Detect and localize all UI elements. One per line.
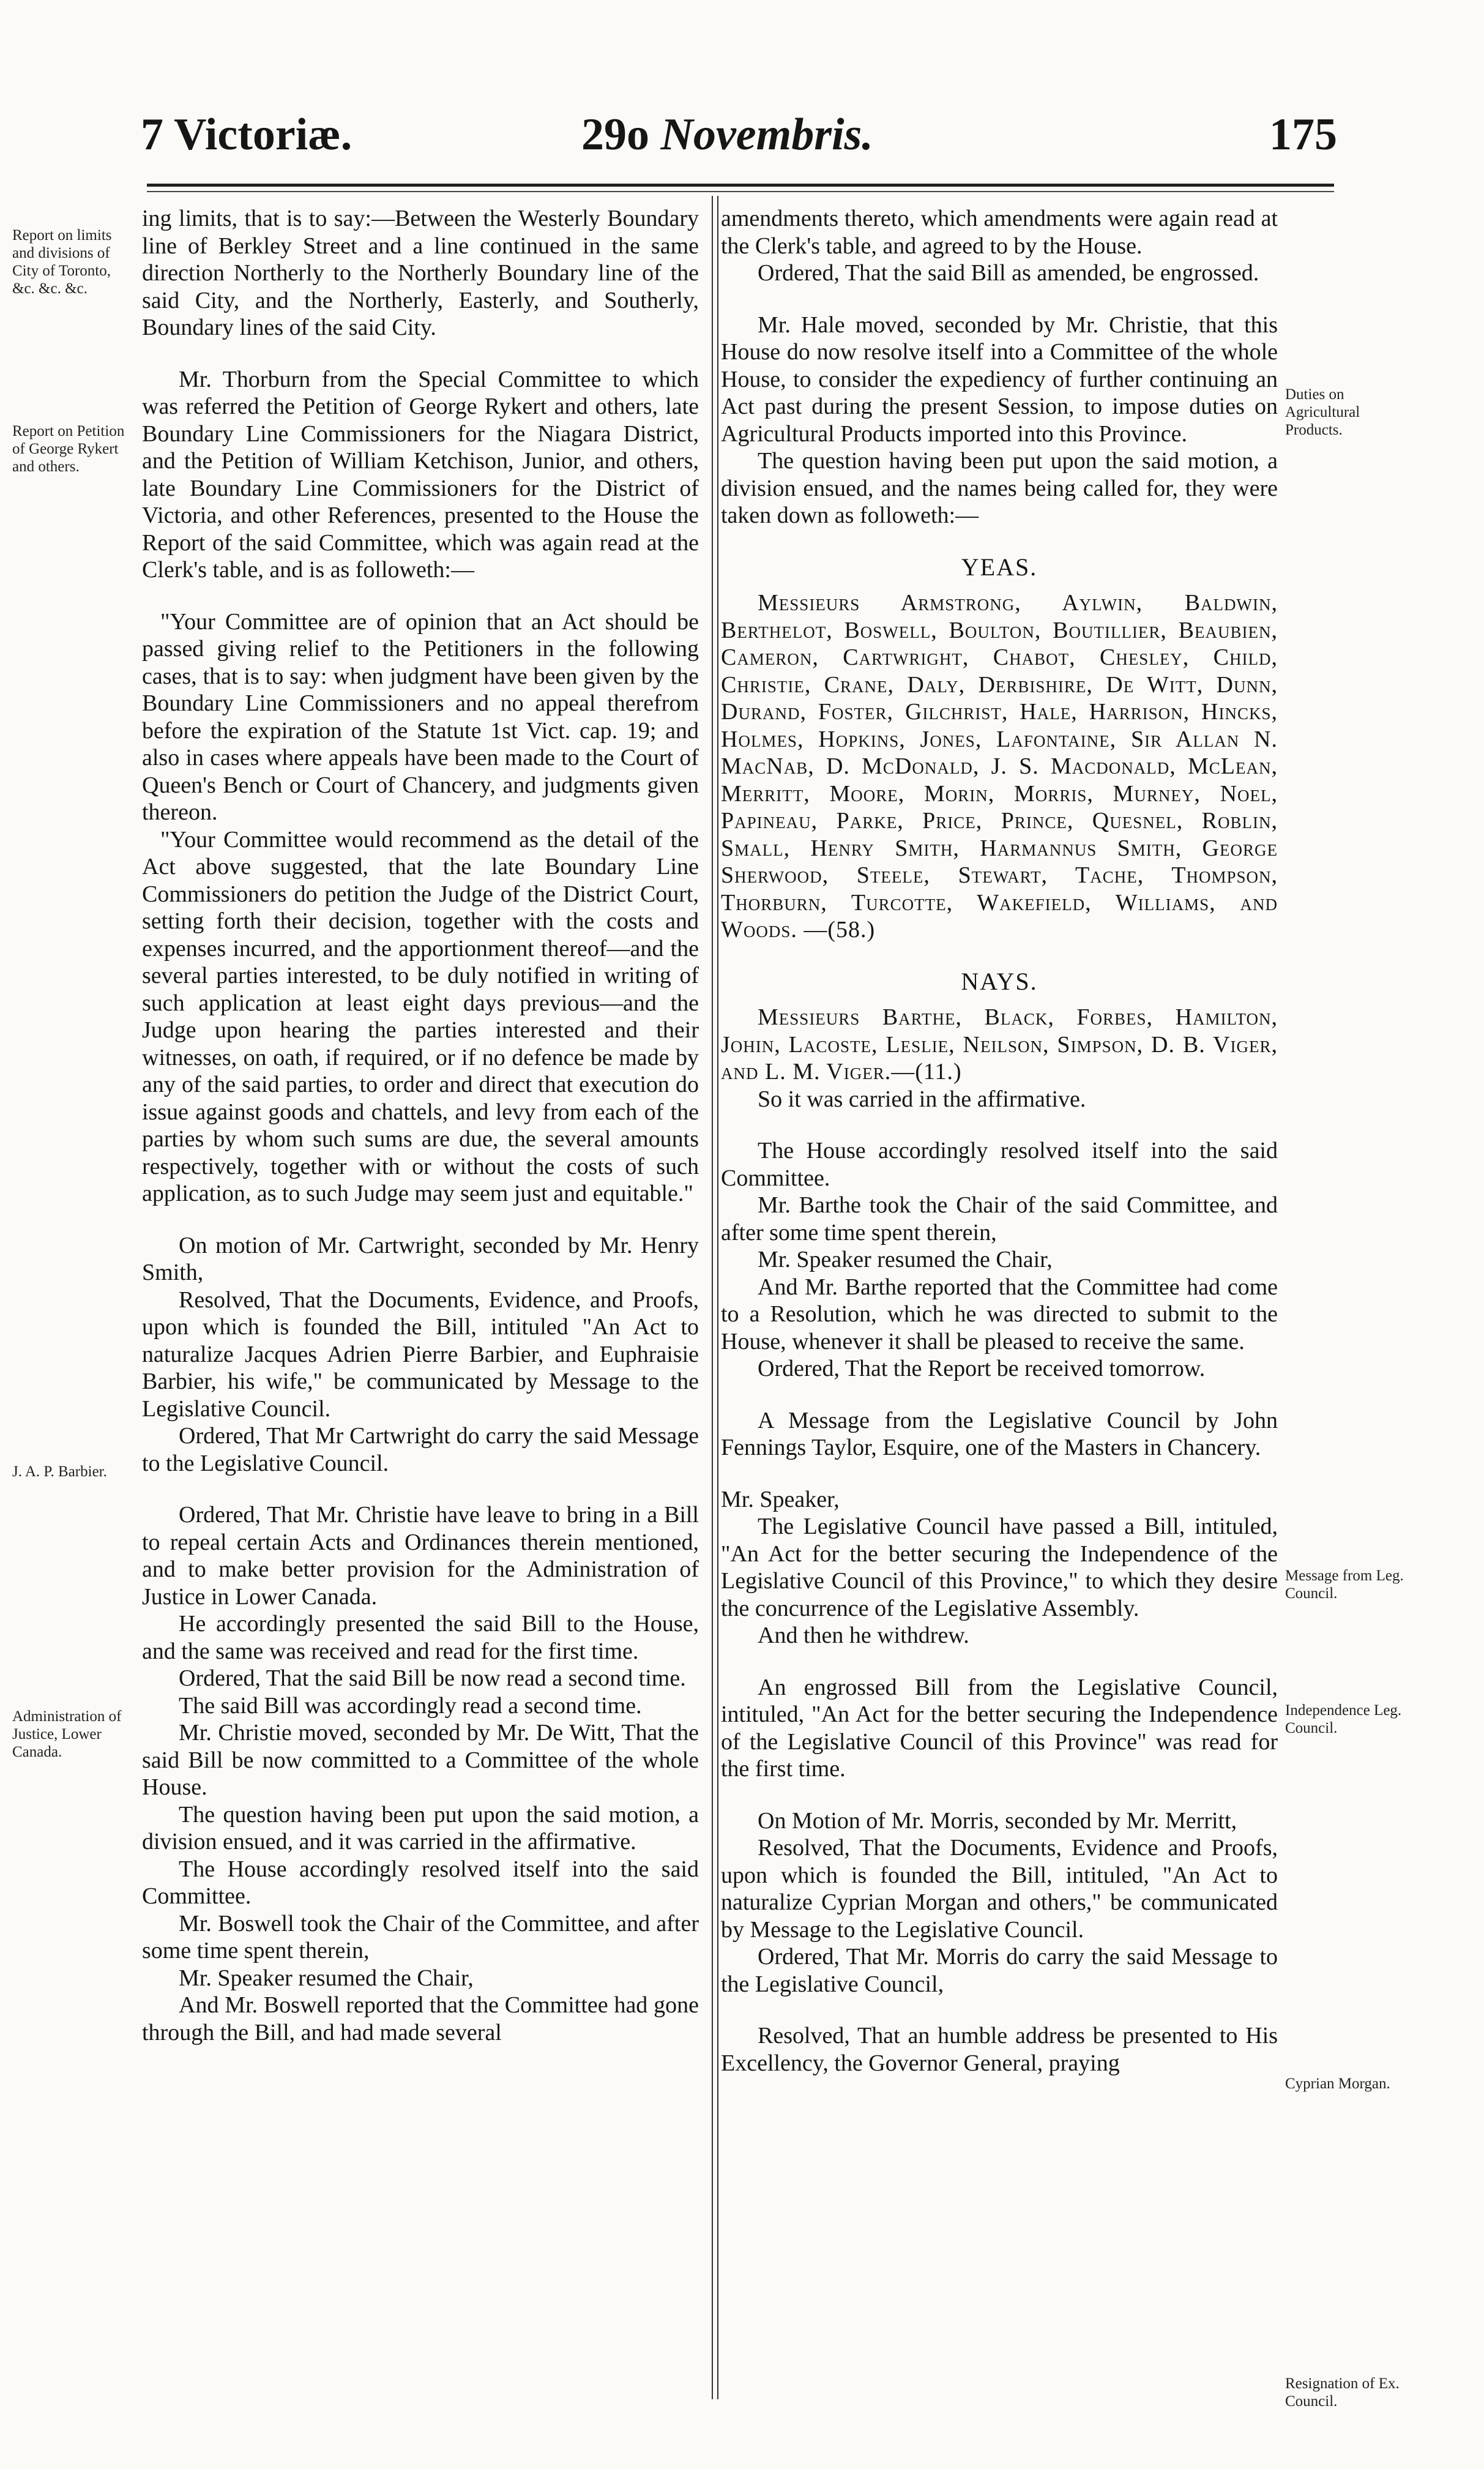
paragraph: Resolved, That an humble address be presented to His Excellency, the Governor General, praying: [721, 2023, 1278, 2076]
paragraph: ing limits, that is to say:—Between the Westerly Boundary line of Berkley Street and a line continued in the same direction Northerly to the Northerly Boundary line of the said City, and the Northerly, Easterly, and Southerly, Boundary lines of the said City.: [142, 206, 699, 340]
paragraph: On motion of Mr. Cartwright, seconded by Mr. Henry Smith,: [142, 1232, 699, 1285]
paragraph: The said Bill was accordingly read a second time.: [179, 1692, 642, 1719]
paragraph: amendments thereto, which amendments were again read at the Clerk's table, and agreed to by the House.: [721, 206, 1278, 259]
paragraph: Resolved, That the Documents, Evidence, and Proofs, upon which is founded the Bill, intituled "An Act to naturalize Jacques Adrien Pierre Barbier, and Euphraisie Barbier, his wife," be communicated by Message to the Legislative Council.: [142, 1287, 699, 1422]
paragraph: Mr. Speaker,: [721, 1486, 840, 1512]
paragraph: Ordered, That Mr. Morris do carry the said Message to the Legislative Council,: [721, 1944, 1278, 1997]
margin-note: J. A. P. Barbier.: [12, 1463, 107, 1480]
yeas-heading: YEAS.: [961, 553, 1038, 581]
nays-heading: NAYS.: [961, 967, 1038, 995]
paragraph: And Mr. Boswell reported that the Committee had gone through the Bill, and had made several: [142, 1992, 699, 2045]
paragraph: Resolved, That the Documents, Evidence and Proofs, upon which is founded the Bill, intituled, "An Act to naturalize Cyprian Morgan and others," be communicated by Message to the Legislative Council.: [721, 1835, 1278, 1943]
paragraph: Mr. Boswell took the Chair of the Committee, and after some time spent therein,: [142, 1910, 699, 1963]
paragraph: The question having been put upon the said motion, a division ensued, and it was carried in the affirmative.: [142, 1801, 699, 1855]
paragraph: Ordered, That the said Bill as amended, be engrossed.: [758, 260, 1259, 286]
paragraph: A Message from the Legislative Council by John Fennings Taylor, Esquire, one of the Masters in Chancery.: [721, 1407, 1278, 1460]
paragraph: Mr. Speaker resumed the Chair,: [179, 1965, 474, 1991]
paragraph: The question having been put upon the said motion, a division ensued, and the names being called for, they were taken down as followeth:—: [721, 448, 1278, 528]
paragraph: Mr. Thorburn from the Special Committee to which was referred the Petition of George Rykert and others, late Boundary Line Commissioners for the Niagara District, and the Petition of William Ketchison, Junior, and others, late Boundary Line Commissioners for the District of Victoria, and other References, presented to the House the Report of the said Committee, which was again read at the Clerk's table, and is as followeth:—: [142, 366, 699, 583]
paragraph: An engrossed Bill from the Legislative Council, intituled, "An Act for the better securing the Independence of the Legislative Council of this Province" was read for the first time.: [721, 1674, 1278, 1782]
header-date-month: Novembris.: [660, 110, 873, 160]
margin-note: Report on limits and divisions of City of Toronto, &c. &c. &c.: [12, 227, 112, 297]
paragraph: Ordered, That the said Bill be now read a second time.: [179, 1665, 686, 1691]
right-column: [721, 205, 1278, 2077]
paragraph: The Legislative Council have passed a Bill, intituled, "An Act for the better securing the Independence of the Legislative Council of this Province," to which they desire the concurrence of the Legislative Assembly.: [721, 1514, 1278, 1621]
paragraph: And then he withdrew.: [758, 1623, 969, 1648]
margin-note: Independence Leg. Council.: [1285, 1702, 1402, 1736]
header-date: [581, 107, 873, 162]
paragraph: Mr. Speaker resumed the Chair,: [758, 1247, 1053, 1272]
header-rule-thin: [147, 191, 1334, 192]
paragraph: The House accordingly resolved itself into the said Committee.: [142, 1856, 699, 1909]
header-regnal-year: 7 Victoriæ.: [141, 110, 352, 160]
paragraph: "Your Committee are of opinion that an Act should be passed giving relief to the Petitioners in the following cases, that is to say: when judgment have been given by the Boundary Line Commissioners and no appeal therefrom before the expiration of the Statute 1st Vict. cap. 19; and also in cases where appeals have been made to the Court of Queen's Bench or Court of Chancery, and judgments given thereon.: [142, 608, 699, 825]
margin-note: Cyprian Morgan.: [1285, 2075, 1390, 2092]
yeas-list: Messieurs Armstrong, Aylwin, Baldwin, Berthelot, Boswell, Boulton, Boutillier, Beaubien, Cameron, Cartwright, Chabot, Chesley, Child, Christie, Crane, Daly, Derbishire, De Witt, Dunn, Durand, Foster, Gilchrist, Hale, Harrison, Hincks, Holmes, Hopkins, Jones, Lafontaine, Sir Allan N. MacNab, D. McDonald, J. S. Macdonald, McLean, Merritt, Moore, Morin, Morris, Murney, Noel, Papineau, Parke, Price, Prince, Quesnel, Roblin, Small, Henry Smith, Harmannus Smith, George Sherwood, Steele, Stewart, Tache, Thompson, Thorburn, Turcotte, Wakefield, Williams, and Woods. —(58.): [721, 590, 1278, 943]
margin-note: Report on Petition of George Rykert and others.: [12, 423, 125, 475]
paragraph: Ordered, That the Report be received tomorrow.: [758, 1356, 1206, 1381]
paragraph: Mr. Christie moved, seconded by Mr. De Witt, That the said Bill be now committed to a Committee of the whole House.: [142, 1720, 699, 1800]
paragraph: Ordered, That Mr Cartwright do carry the said Message to the Legislative Council.: [142, 1423, 699, 1476]
paragraph: Mr. Hale moved, seconded by Mr. Christie, that this House do now resolve itself into a Committee of the whole House, to consider the expediency of further continuing an Act past during the present Session, to impose duties on Agricultural Products imported into this Province.: [721, 312, 1278, 447]
paragraph: The House accordingly resolved itself into the said Committee.: [721, 1138, 1278, 1191]
paragraph: He accordingly presented the said Bill to the House, and the same was received and read for the first time.: [142, 1611, 699, 1664]
paragraph: Mr. Barthe took the Chair of the said Committee, and after some time spent therein,: [721, 1192, 1278, 1246]
nays-list: Messieurs Barthe, Black, Forbes, Hamilton, Johin, Lacoste, Leslie, Neilson, Simpson, D. B. Viger, and L. M. Viger.—(11.): [721, 1004, 1278, 1085]
margin-note: Duties on Agricultural Products.: [1285, 386, 1360, 438]
column-divider: [712, 196, 718, 2399]
margin-note: Resignation of Ex. Council.: [1285, 2375, 1400, 2410]
paragraph: On Motion of Mr. Morris, seconded by Mr. Merritt,: [758, 1807, 1237, 1834]
paragraph: Ordered, That Mr. Christie have leave to bring in a Bill to repeal certain Acts and Ordinances therein mentioned, and to make better provision for the Administration of Justice in Lower Canada.: [142, 1502, 699, 1610]
page-header: [141, 107, 1337, 174]
header-rule-thick: [147, 184, 1334, 187]
paragraph: "Your Committee would recommend as the detail of the Act above suggested, that the late Boundary Line Commissioners do petition the Judge of the District Court, setting forth their decision, together with the costs and expenses incurred, and the apportionment thereof—and the several parties interested, to be duly notified in writing of such application at least eight days previous—and the Judge upon hearing the parties interested and their witnesses, on oath, if required, or if no defence be made by any of the said parties, to order and direct that execution do issue against goods and chattels, and levy from each of the parties by whom such sums are due, the several amounts respectively, together with or without the costs of such application, as to such Judge may seem just and equitable.": [142, 826, 699, 1206]
paragraph: And Mr. Barthe reported that the Committee had come to a Resolution, which he was directed to submit to the House, whenever it shall be pleased to receive the same.: [721, 1274, 1278, 1354]
paragraph: So it was carried in the affirmative.: [758, 1086, 1086, 1112]
margin-note: Message from Leg. Council.: [1285, 1567, 1404, 1602]
margin-note: Administration of Justice, Lower Canada.: [12, 1708, 122, 1760]
page-number: 175: [1269, 110, 1337, 160]
header-date-day: 29o: [581, 110, 649, 160]
left-column: [142, 205, 699, 2046]
